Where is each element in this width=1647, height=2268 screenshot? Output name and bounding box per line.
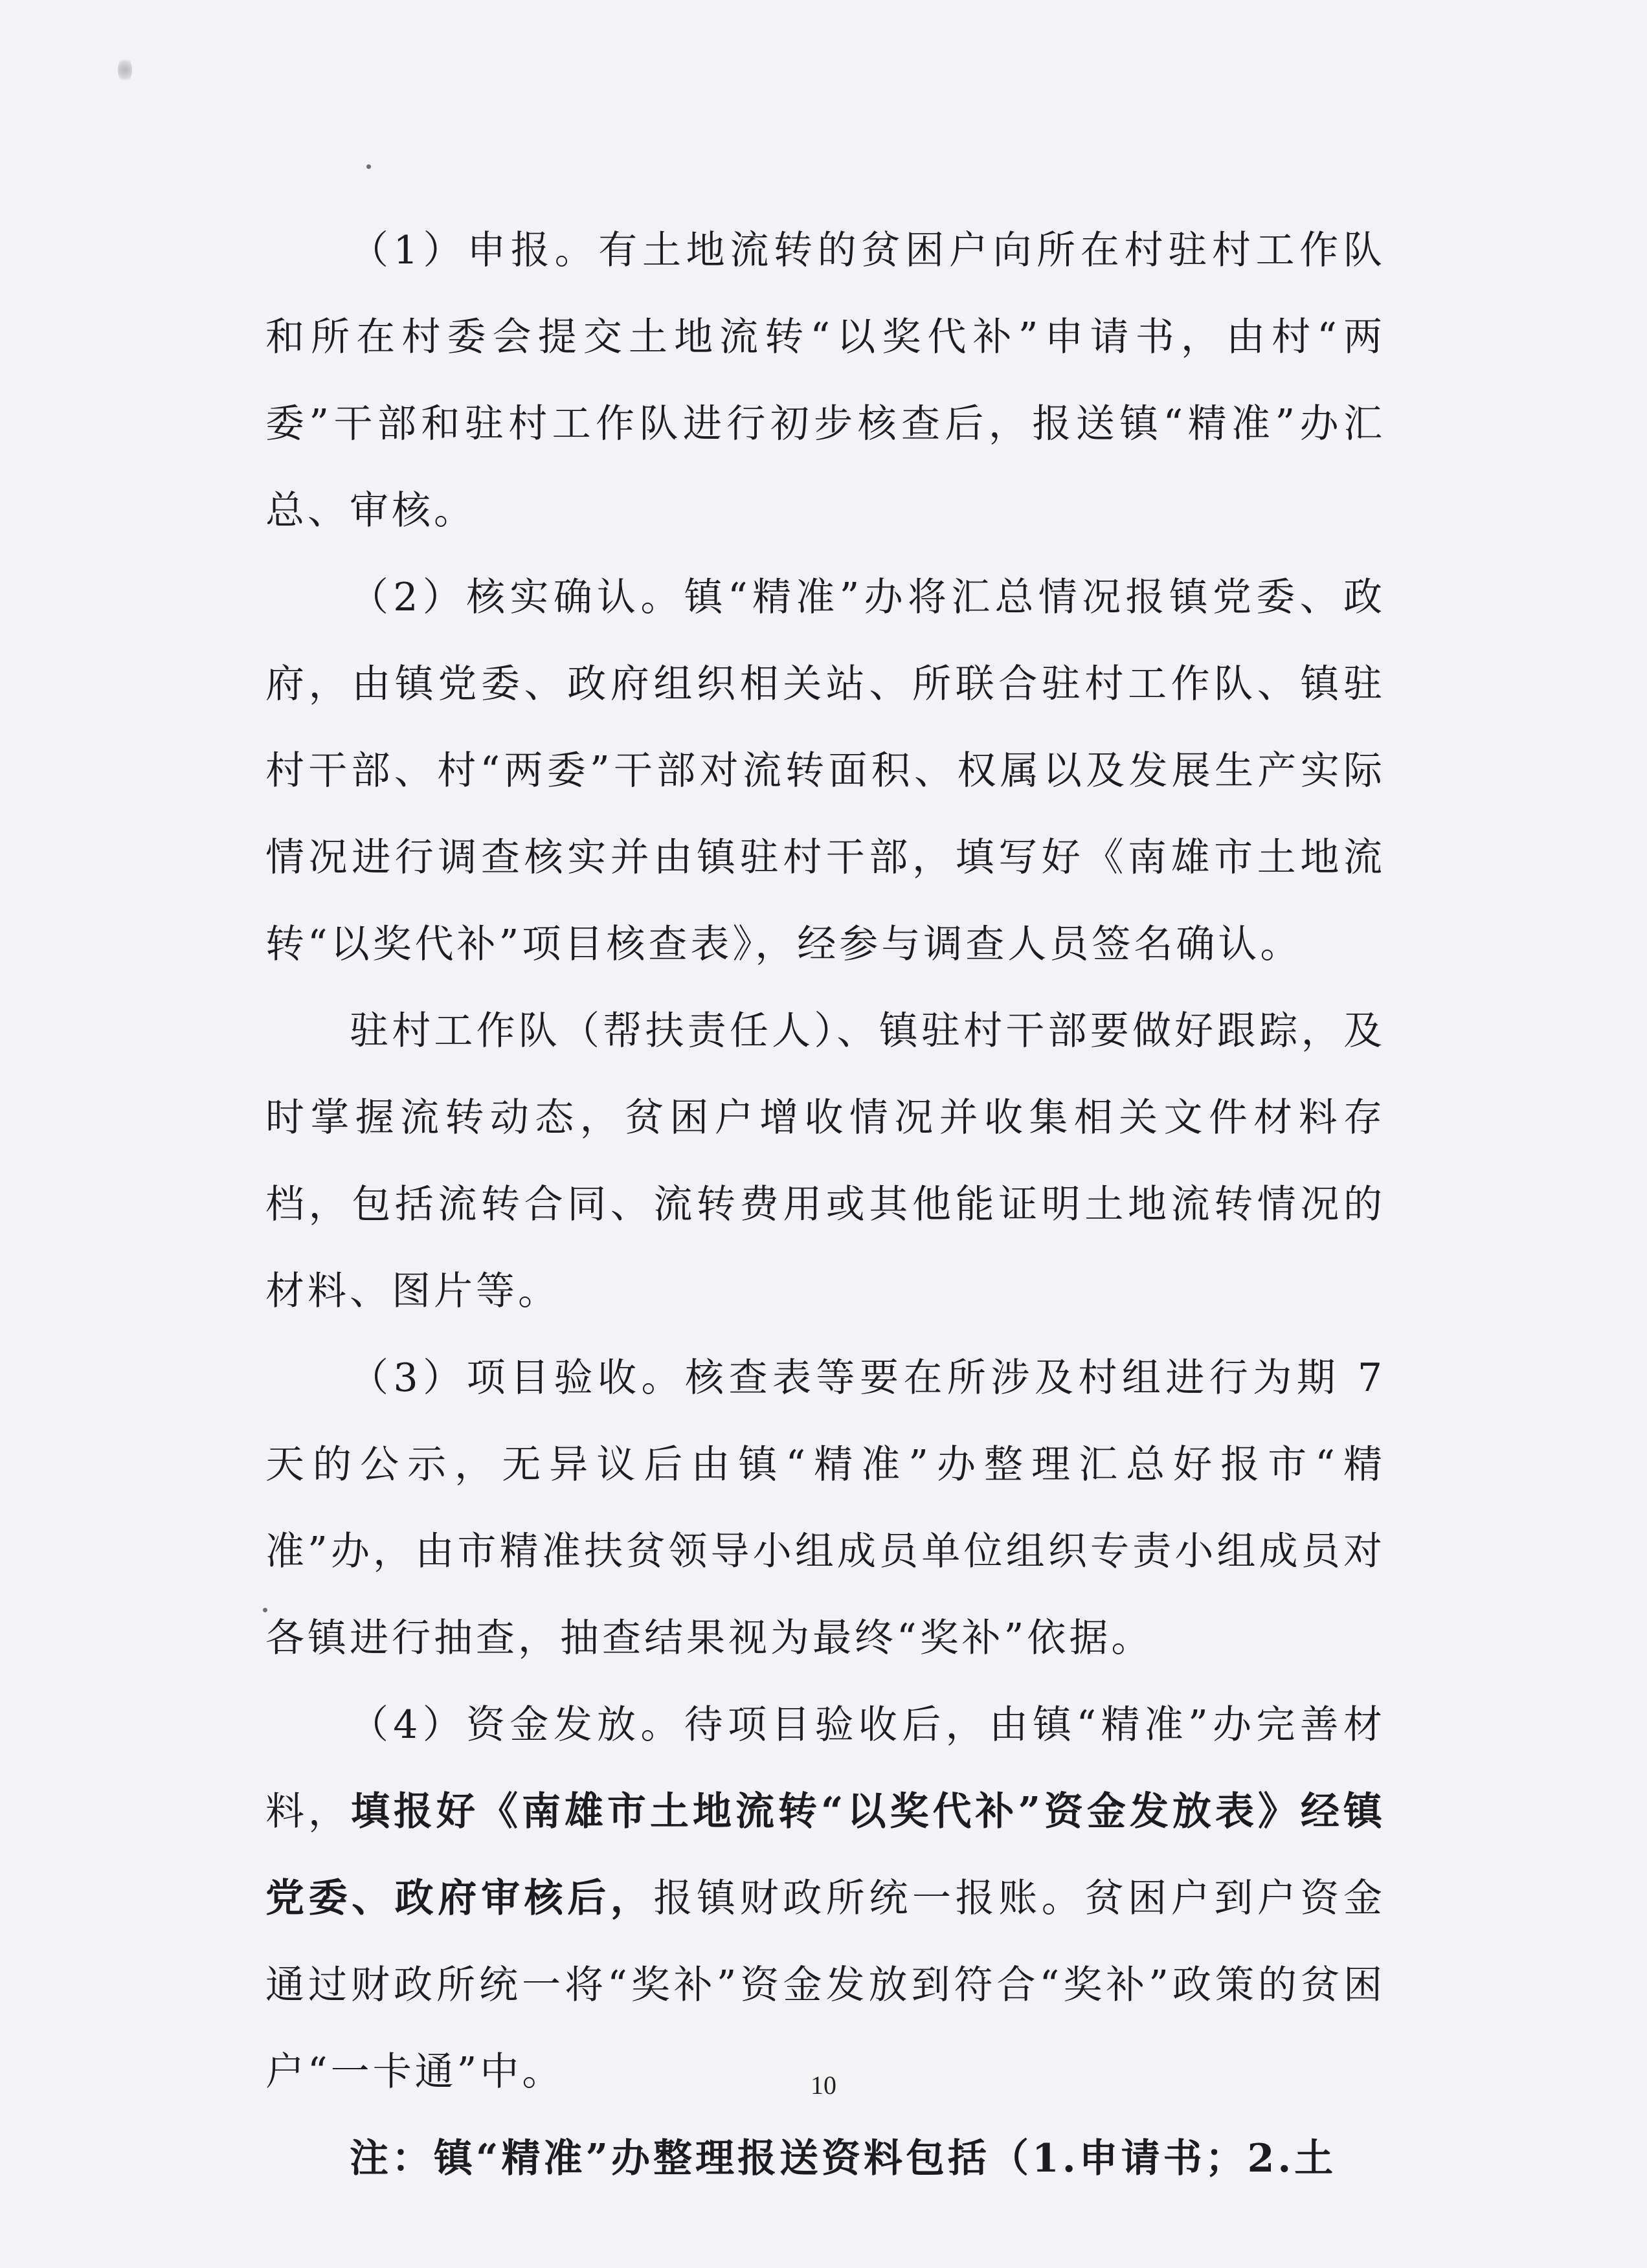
funding-text-end: 报镇财政所统一报账。贫困户到户资金通过财政所统一将“奖补”资金发放到符合“奖补”政策的贫困户“一卡通”中。 (265, 1876, 1386, 2095)
page-number: 10 (811, 2071, 836, 2100)
scan-speck (118, 57, 132, 83)
paragraph-tracking: 驻村工作队（帮扶责任人）、镇驻村干部要做好跟踪，及时掌握流转动态，贫困户增收情况并收集相关文件材料存档，包括流转合同、流转费用或其他能证明土地流转情况的材料、图片等。 (265, 1008, 1385, 1314)
paragraph-apply: （1）申报。有土地流转的贫困户向所在村驻村工作队和所在村委会提交土地流转“以奖代补”申请书，由村“两委”干部和驻村工作队进行初步核查后，报送镇“精准”办汇总、审核。 (265, 228, 1385, 533)
paragraph-acceptance: （3）项目验收。核查表等要在所涉及村组进行为期 7 天的公示，无异议后由镇“精准”办整理汇总好报市“精准”办，由市精准扶贫领导小组成员单位组织专责小组成员对各镇进行抽查，抽查结果视为最终“奖补”依据。 (265, 1355, 1385, 1661)
scan-dot (366, 164, 371, 169)
note-line: 注：镇“精准”办整理报送资料包括（1.申请书；2.土 (350, 2136, 1337, 2181)
paragraph-funding (265, 1682, 1385, 2115)
funding-text-start: （4）资金发放。待项目验收后，由镇“精准”办完善材料， (265, 1702, 1385, 1834)
paragraph-verify: （2）核实确认。镇“精准”办将汇总情况报镇党委、政府，由镇党委、政府组织相关站、所联合驻村工作队、镇驻村干部、村“两委”干部对流转面积、权属以及发展生产实际情况进行调查核实并由镇驻村干部，填写好《南雄市土地流转“以奖代补”项目核查表》，经参与调查人员签名确认。 (265, 575, 1385, 967)
funding-text-bold: 填报好《南雄市土地流转“以奖代补”资金发放表》经镇党委、政府审核后， (265, 1789, 1385, 1921)
document-body (265, 207, 1385, 2202)
